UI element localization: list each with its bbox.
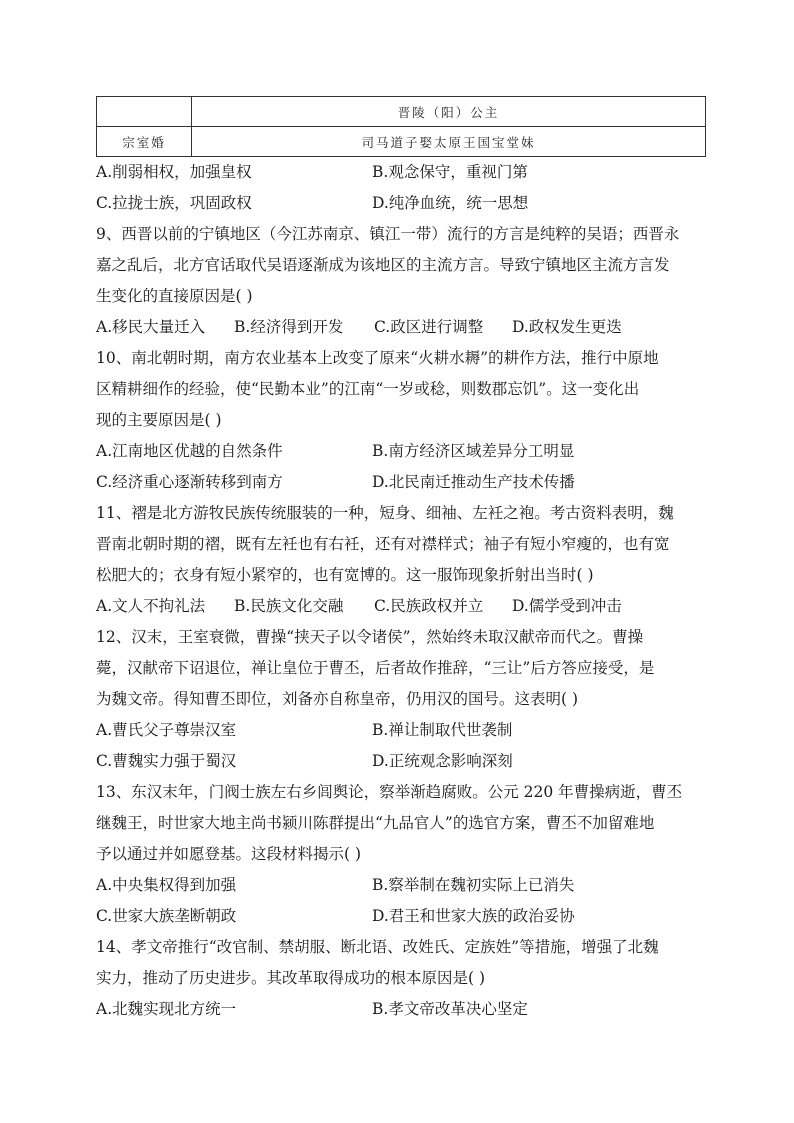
question-text: 嘉之乱后，北方官话取代吴语逐渐成为该地区的主流方言。导致宁镇地区主流方言发 <box>96 256 670 274</box>
options-row <box>96 591 706 622</box>
option-d[interactable]: D.政权发生更迭 <box>512 318 622 336</box>
question-10 <box>96 343 706 498</box>
options-row <box>96 312 706 343</box>
options-row <box>96 436 706 467</box>
option-b[interactable]: B.禅让制取代世袭制 <box>372 721 513 739</box>
table-cell <box>97 97 192 127</box>
option-d[interactable]: D.君王和世家大族的政治妥协 <box>372 907 575 925</box>
marriage-table <box>96 96 706 157</box>
table-cell: 司马道子娶太原王国宝堂妹 <box>192 127 706 157</box>
option-b[interactable]: B.察举制在魏初实际上已消失 <box>372 876 575 894</box>
question-text: 10、南北朝时期，南方农业基本上改变了原来“火耕水耨”的耕作方法，推行中原地 <box>96 349 659 367</box>
option-b[interactable]: B.观念保守，重视门第 <box>372 163 528 181</box>
question-text: 13、东汉末年，门阀士族左右乡闾舆论，察举渐趋腐败。公元 220 年曹操病逝，曹丕 <box>96 783 683 801</box>
question-text: 晋南北朝时期的褶，既有左衽也有右衽，还有对襟样式；袖子有短小窄瘦的，也有宽 <box>96 535 670 553</box>
options-row <box>96 715 706 746</box>
question-text: 区精耕细作的经验，使“民勤本业”的江南“一岁或稔，则数郡忘饥”。这一变化出 <box>96 380 640 398</box>
q8-options-row <box>96 157 706 188</box>
option-d[interactable]: D.儒学受到冲击 <box>512 597 622 615</box>
question-text: 予以通过并如愿登基。这段材料揭示( ) <box>96 845 362 863</box>
question-11 <box>96 498 706 622</box>
options-row <box>96 901 706 932</box>
question-text: 生变化的直接原因是( ) <box>96 287 253 305</box>
option-c[interactable]: C.经济重心逐渐转移到南方 <box>96 473 283 491</box>
question-text: 继魏王，时世家大地主尚书颍川陈群提出“九品官人”的选官方案，曹丕不加留难地 <box>96 814 655 832</box>
option-c[interactable]: C.世家大族垄断朝政 <box>96 907 237 925</box>
q8-options-row <box>96 188 706 219</box>
option-b[interactable]: B.南方经济区域差异分工明显 <box>372 442 575 460</box>
option-a[interactable]: A.削弱相权，加强皇权 <box>96 163 252 181</box>
question-text: 14、孝文帝推行“改官制、禁胡服、断北语、改姓氏、定族姓”等措施，增强了北魏 <box>96 938 659 956</box>
question-13 <box>96 777 706 932</box>
option-c[interactable]: C.拉拢士族，巩固政权 <box>96 194 252 212</box>
question-9 <box>96 219 706 343</box>
question-text: 松肥大的；衣身有短小紧窄的，也有宽博的。这一服饰现象折射出当时( ) <box>96 566 594 584</box>
question-text: 为魏文帝。得知曹丕即位，刘备亦自称皇帝，仍用汉的国号。这表明( ) <box>96 690 579 708</box>
question-text: 现的主要原因是( ) <box>96 411 222 429</box>
option-c[interactable]: C.曹魏实力强于蜀汉 <box>96 752 237 770</box>
option-d[interactable]: D.正统观念影响深刻 <box>372 752 513 770</box>
option-c[interactable]: C.民族政权并立 <box>374 597 484 615</box>
options-row <box>96 746 706 777</box>
option-a[interactable]: A.移民大量迁入 <box>96 318 206 336</box>
option-b[interactable]: B.经济得到开发 <box>234 318 344 336</box>
question-12 <box>96 622 706 777</box>
option-a[interactable]: A.北魏实现北方统一 <box>96 1000 237 1018</box>
question-14 <box>96 932 706 1025</box>
question-text: 12、汉末，王室衰微，曹操“挟天子以令诸侯”，然始终未取汉献帝而代之。曹操 <box>96 628 644 646</box>
option-a[interactable]: A.江南地区优越的自然条件 <box>96 442 283 460</box>
table-cell: 宗室婚 <box>97 127 192 157</box>
question-text: 实力，推动了历史进步。其改革取得成功的根本原因是( ) <box>96 969 486 987</box>
option-b[interactable]: B.孝文帝改革决心坚定 <box>372 1000 528 1018</box>
options-row <box>96 994 706 1025</box>
option-a[interactable]: A.文人不拘礼法 <box>96 597 206 615</box>
option-d[interactable]: D.北民南迁推动生产技术传播 <box>372 473 575 491</box>
option-d[interactable]: D.纯净血统，统一思想 <box>372 194 529 212</box>
option-b[interactable]: B.民族文化交融 <box>234 597 344 615</box>
question-text: 薨，汉献帝下诏退位，禅让皇位于曹丕，后者故作推辞，“三让”后方答应接受，是 <box>96 659 655 677</box>
exam-page <box>96 96 706 1025</box>
table-row <box>97 97 706 127</box>
options-row <box>96 467 706 498</box>
table-cell: 晋陵（阳）公主 <box>192 97 706 127</box>
options-row <box>96 870 706 901</box>
question-text: 9、西晋以前的宁镇地区（今江苏南京、镇江一带）流行的方言是纯粹的吴语；西晋永 <box>96 225 680 243</box>
question-text: 11、褶是北方游牧民族传统服装的一种，短身、细袖、左衽之袍。考古资料表明，魏 <box>96 504 674 522</box>
table-row <box>97 127 706 157</box>
option-c[interactable]: C.政区进行调整 <box>374 318 484 336</box>
option-a[interactable]: A.中央集权得到加强 <box>96 876 237 894</box>
option-a[interactable]: A.曹氏父子尊崇汉室 <box>96 721 237 739</box>
